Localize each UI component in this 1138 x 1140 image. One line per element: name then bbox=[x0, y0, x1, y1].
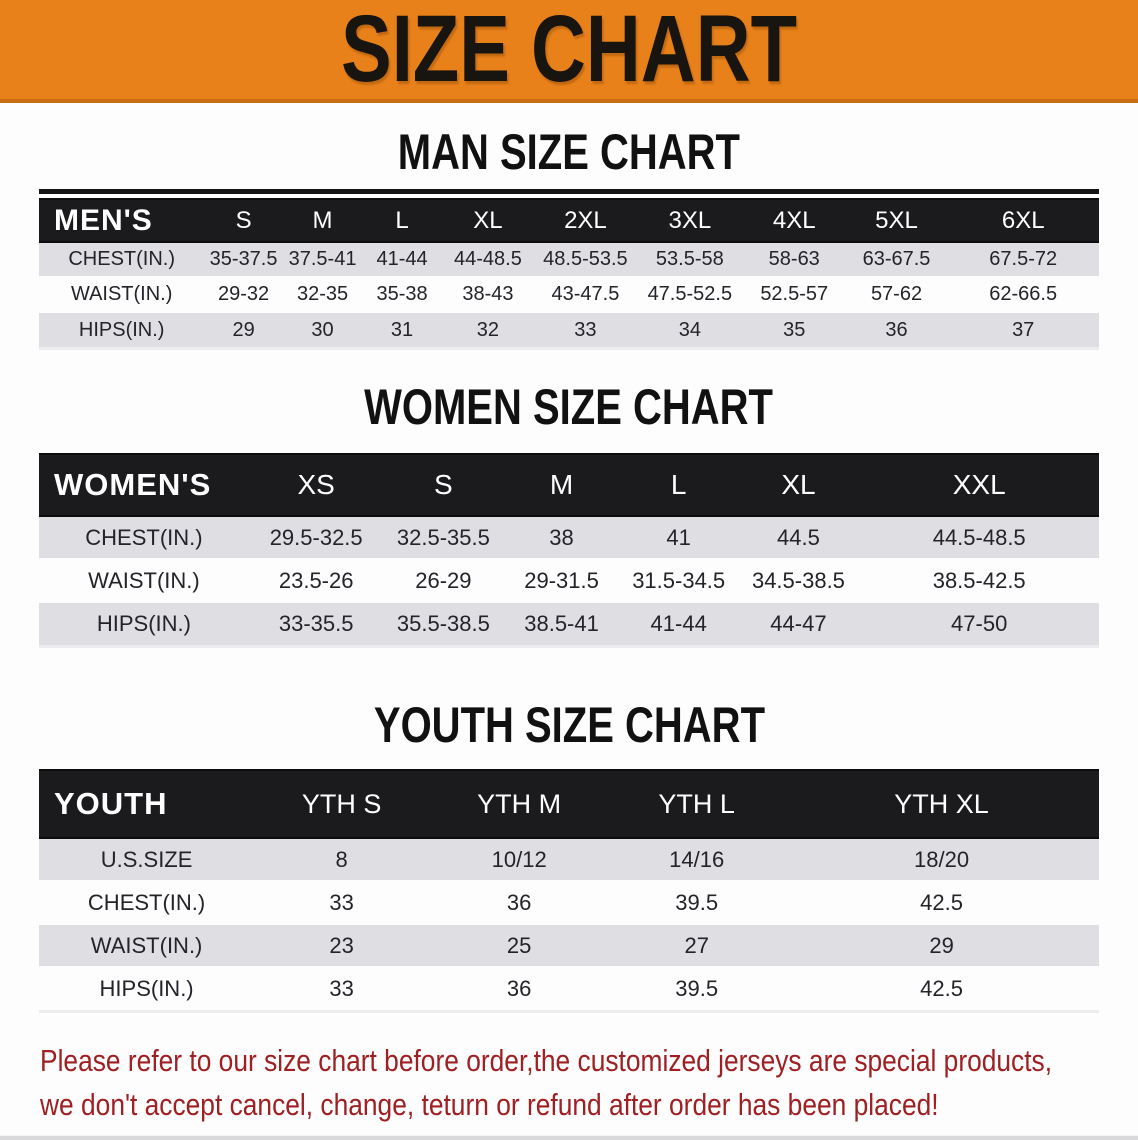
size-value-cell: 31 bbox=[362, 312, 442, 347]
size-column-header: 5XL bbox=[846, 199, 948, 242]
size-value-cell: 29 bbox=[204, 312, 282, 347]
size-column-header: S bbox=[204, 199, 282, 242]
page-title: SIZE CHART bbox=[341, 0, 797, 102]
size-value-cell: 29.5-32.5 bbox=[249, 516, 384, 559]
table-top-rule bbox=[39, 189, 1099, 194]
size-column-header: M bbox=[283, 199, 363, 242]
measure-label: CHEST(IN.) bbox=[39, 881, 254, 924]
size-value-cell: 42.5 bbox=[784, 967, 1099, 1010]
size-column-header: YTH XL bbox=[784, 770, 1099, 838]
size-value-cell: 23 bbox=[254, 924, 429, 967]
size-column-header: 2XL bbox=[534, 199, 637, 242]
size-value-cell: 42.5 bbox=[784, 881, 1099, 924]
size-value-cell: 29-31.5 bbox=[503, 559, 620, 602]
size-value-cell: 31.5-34.5 bbox=[620, 559, 738, 602]
size-value-cell: 10/12 bbox=[429, 838, 609, 881]
size-value-cell: 35 bbox=[743, 312, 846, 347]
men-measure-row bbox=[39, 277, 1099, 312]
measure-label: CHEST(IN.) bbox=[39, 516, 249, 559]
men-size-table bbox=[39, 198, 1099, 347]
size-column-header: L bbox=[362, 199, 442, 242]
size-value-cell: 33 bbox=[254, 967, 429, 1010]
size-value-cell: 41-44 bbox=[620, 602, 738, 645]
men-group-label: MEN'S bbox=[39, 199, 204, 242]
order-notice bbox=[40, 1039, 1138, 1127]
size-value-cell: 27 bbox=[609, 924, 784, 967]
size-value-cell: 38-43 bbox=[442, 277, 534, 312]
size-value-cell: 57-62 bbox=[846, 277, 948, 312]
size-value-cell: 8 bbox=[254, 838, 429, 881]
measure-label: WAIST(IN.) bbox=[39, 924, 254, 967]
size-column-header: XXL bbox=[859, 454, 1099, 516]
size-column-header: YTH S bbox=[254, 770, 429, 838]
size-value-cell: 38.5-42.5 bbox=[859, 559, 1099, 602]
size-value-cell: 41 bbox=[620, 516, 738, 559]
size-value-cell: 29 bbox=[784, 924, 1099, 967]
size-value-cell: 14/16 bbox=[609, 838, 784, 881]
youth-measure-row bbox=[39, 838, 1099, 881]
charts-container bbox=[0, 103, 1138, 1013]
size-value-cell: 37 bbox=[947, 312, 1099, 347]
women-measure-row bbox=[39, 602, 1099, 645]
size-value-cell: 18/20 bbox=[784, 838, 1099, 881]
youth-table-wrap bbox=[39, 769, 1099, 1013]
size-column-header: M bbox=[503, 454, 620, 516]
notice-line-2 bbox=[40, 1083, 1138, 1127]
size-value-cell: 39.5 bbox=[609, 967, 784, 1010]
size-column-header: 4XL bbox=[743, 199, 846, 242]
measure-label: HIPS(IN.) bbox=[39, 967, 254, 1010]
size-value-cell: 58-63 bbox=[743, 242, 846, 277]
size-column-header: 3XL bbox=[637, 199, 743, 242]
size-value-cell: 62-66.5 bbox=[947, 277, 1099, 312]
women-chart-heading bbox=[0, 380, 1138, 435]
size-value-cell: 34 bbox=[637, 312, 743, 347]
size-value-cell: 35-38 bbox=[362, 277, 442, 312]
size-column-header: YTH M bbox=[429, 770, 609, 838]
size-column-header: XL bbox=[442, 199, 534, 242]
size-value-cell: 32 bbox=[442, 312, 534, 347]
size-value-cell: 33-35.5 bbox=[249, 602, 384, 645]
size-column-header: YTH L bbox=[609, 770, 784, 838]
size-value-cell: 52.5-57 bbox=[743, 277, 846, 312]
size-value-cell: 44-47 bbox=[738, 602, 860, 645]
size-column-header: 6XL bbox=[947, 199, 1099, 242]
size-column-header: L bbox=[620, 454, 738, 516]
size-value-cell: 35-37.5 bbox=[204, 242, 282, 277]
youth-size-chart-section bbox=[0, 648, 1138, 1013]
size-value-cell: 32-35 bbox=[283, 277, 363, 312]
youth-measure-row bbox=[39, 967, 1099, 1010]
men-chart-heading-text: MAN SIZE CHART bbox=[397, 124, 741, 180]
youth-chart-heading bbox=[0, 698, 1138, 753]
size-value-cell: 26-29 bbox=[383, 559, 503, 602]
men-chart-heading bbox=[0, 125, 1138, 180]
size-column-header: S bbox=[383, 454, 503, 516]
size-value-cell: 44.5 bbox=[738, 516, 860, 559]
men-size-chart-section bbox=[0, 103, 1138, 350]
youth-chart-heading-text: YOUTH SIZE CHART bbox=[373, 697, 765, 753]
youth-header-row bbox=[39, 770, 1099, 838]
notice-line-1-text: Please refer to our size chart before order,the customized jerseys are special products, bbox=[40, 1043, 1053, 1078]
youth-measure-row bbox=[39, 924, 1099, 967]
women-measure-row bbox=[39, 516, 1099, 559]
youth-measure-row bbox=[39, 881, 1099, 924]
size-value-cell: 37.5-41 bbox=[283, 242, 363, 277]
women-chart-heading-text: WOMEN SIZE CHART bbox=[364, 379, 774, 435]
men-measure-row bbox=[39, 242, 1099, 277]
size-value-cell: 29-32 bbox=[204, 277, 282, 312]
youth-group-label: YOUTH bbox=[39, 770, 254, 838]
women-measure-row bbox=[39, 559, 1099, 602]
notice-line-1 bbox=[40, 1039, 1138, 1083]
size-value-cell: 48.5-53.5 bbox=[534, 242, 637, 277]
size-value-cell: 36 bbox=[846, 312, 948, 347]
size-value-cell: 47.5-52.5 bbox=[637, 277, 743, 312]
measure-label: U.S.SIZE bbox=[39, 838, 254, 881]
measure-label: WAIST(IN.) bbox=[39, 277, 204, 312]
measure-label: HIPS(IN.) bbox=[39, 602, 249, 645]
size-value-cell: 53.5-58 bbox=[637, 242, 743, 277]
size-value-cell: 34.5-38.5 bbox=[738, 559, 860, 602]
size-value-cell: 44.5-48.5 bbox=[859, 516, 1099, 559]
size-value-cell: 33 bbox=[254, 881, 429, 924]
women-table-wrap bbox=[39, 453, 1099, 648]
notice-line-2-text: we don't accept cancel, change, teturn or refund after order has been placed! bbox=[40, 1087, 939, 1122]
size-column-header: XS bbox=[249, 454, 384, 516]
size-value-cell: 38 bbox=[503, 516, 620, 559]
size-value-cell: 44-48.5 bbox=[442, 242, 534, 277]
size-value-cell: 43-47.5 bbox=[534, 277, 637, 312]
size-value-cell: 41-44 bbox=[362, 242, 442, 277]
youth-size-table bbox=[39, 769, 1099, 1010]
men-measure-row bbox=[39, 312, 1099, 347]
size-value-cell: 63-67.5 bbox=[846, 242, 948, 277]
bottom-divider bbox=[0, 1135, 1138, 1140]
women-size-table bbox=[39, 453, 1099, 645]
size-value-cell: 35.5-38.5 bbox=[383, 602, 503, 645]
size-value-cell: 36 bbox=[429, 881, 609, 924]
measure-label: CHEST(IN.) bbox=[39, 242, 204, 277]
men-header-row bbox=[39, 199, 1099, 242]
men-table-wrap bbox=[39, 189, 1099, 350]
size-value-cell: 25 bbox=[429, 924, 609, 967]
women-group-label: WOMEN'S bbox=[39, 454, 249, 516]
size-value-cell: 33 bbox=[534, 312, 637, 347]
size-value-cell: 30 bbox=[283, 312, 363, 347]
measure-label: WAIST(IN.) bbox=[39, 559, 249, 602]
size-value-cell: 67.5-72 bbox=[947, 242, 1099, 277]
women-size-chart-section bbox=[0, 350, 1138, 648]
size-value-cell: 32.5-35.5 bbox=[383, 516, 503, 559]
size-column-header: XL bbox=[738, 454, 860, 516]
size-value-cell: 39.5 bbox=[609, 881, 784, 924]
women-header-row bbox=[39, 454, 1099, 516]
size-value-cell: 36 bbox=[429, 967, 609, 1010]
banner bbox=[0, 0, 1138, 103]
size-value-cell: 47-50 bbox=[859, 602, 1099, 645]
size-value-cell: 23.5-26 bbox=[249, 559, 384, 602]
measure-label: HIPS(IN.) bbox=[39, 312, 204, 347]
size-value-cell: 38.5-41 bbox=[503, 602, 620, 645]
